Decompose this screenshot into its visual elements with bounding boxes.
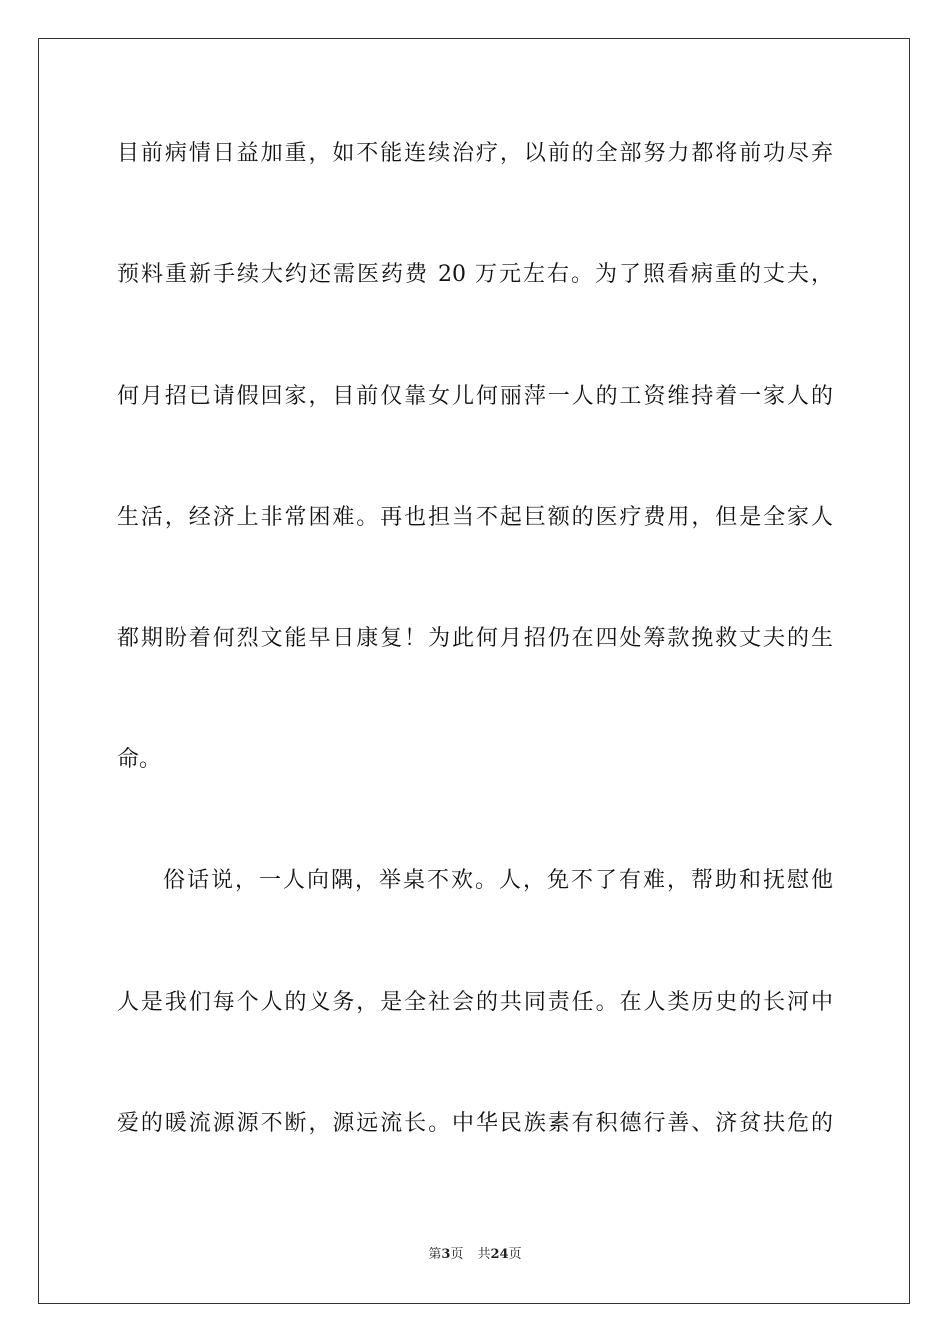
total-prefix: 共 (477, 1247, 491, 1262)
page-footer (0, 1246, 950, 1264)
page-number: 3 (441, 1247, 451, 1262)
paragraph-line-4: 生活，经济上非常困难。再也担当不起巨额的医疗费用，但是全家人 (117, 505, 833, 530)
paragraph-line-3: 何月招已请假回家，目前仅靠女儿何丽萍一人的工资维持着一家人的 (117, 384, 833, 409)
paragraph-line-6: 命。 (117, 747, 162, 772)
paragraph-line-9: 爱的暖流源源不断，源远流长。中华民族素有积德行善、济贫扶危的 (117, 1111, 833, 1136)
total-pages: 24 (490, 1247, 509, 1262)
paragraph-line-2: 预料重新手续大约还需医药费 20 万元左右。为了照看病重的丈夫， (117, 262, 833, 287)
paragraph-line-7: 俗话说，一人向隅，举桌不欢。人，免不了有难，帮助和抚慰他 (163, 868, 833, 893)
paragraph-line-8: 人是我们每个人的义务，是全社会的共同责任。在人类历史的长河中 (117, 990, 833, 1015)
paragraph-line-5: 都期盼着何烈文能早日康复！为此何月招仍在四处筹款挽救丈夫的生 (117, 626, 833, 651)
page-prefix: 第 (428, 1247, 442, 1262)
total-suffix: 页 (508, 1247, 522, 1262)
paragraph-line-1: 目前病情日益加重，如不能连续治疗，以前的全部努力都将前功尽弃 (117, 141, 833, 166)
page-suffix: 页 (450, 1247, 464, 1262)
